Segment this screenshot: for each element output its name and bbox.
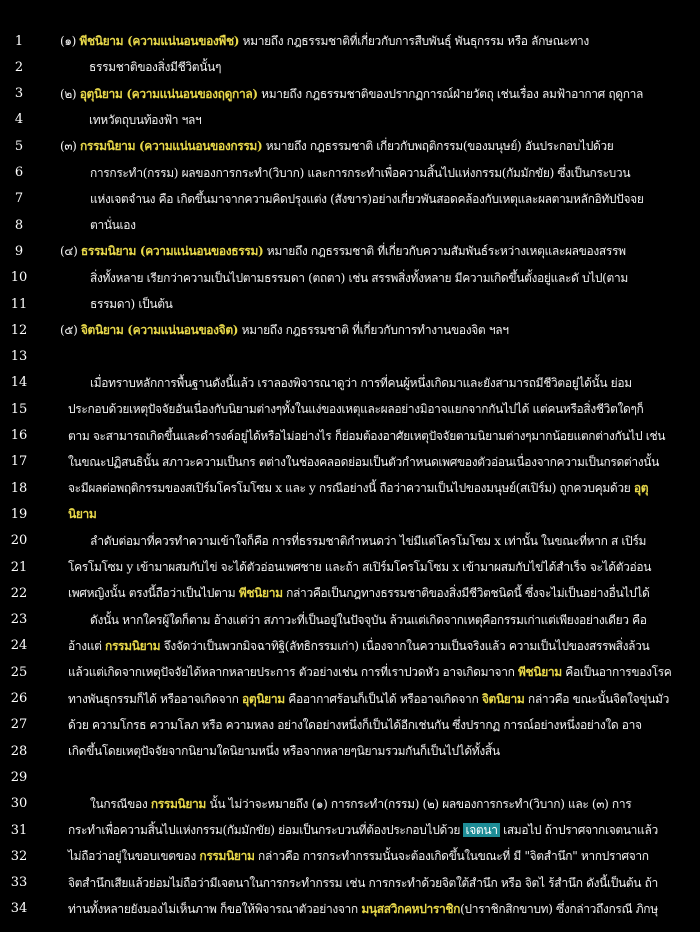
highlighted-term: อุตุ <box>633 481 649 496</box>
highlighted-term: กรรมนิยาม <box>150 796 206 811</box>
text-run: (๒) <box>60 86 80 101</box>
text-line <box>0 659 700 685</box>
text-run: (ปาราชิกสิกขาบท) ซึ่งกล่าวถึงกรณี ภิกษุ <box>460 901 658 916</box>
text-run: การกระทำ(กรรม) ผลของการกระทำ(วิบาก) และการกระทำเพื่อความสิ้นไปแห่งกรรม(กัมมักขัย) ซึ่งเป็นกระบวน <box>90 165 631 180</box>
text-run: เทหวัตถุบนท้องฟ้า ฯลฯ <box>89 112 202 127</box>
text-line <box>0 633 700 659</box>
highlighted-term: กรรมนิยาม <box>199 849 255 864</box>
line-number: 33 <box>10 875 28 891</box>
line-text <box>68 396 660 422</box>
line-text <box>68 738 660 764</box>
highlighted-term: พีชนิยาม <box>238 586 283 601</box>
line-text <box>60 133 660 159</box>
text-line <box>0 554 700 580</box>
line-number: 6 <box>14 165 24 180</box>
line-text <box>68 870 660 896</box>
text-line <box>0 396 700 422</box>
line-number: 10 <box>10 270 28 286</box>
line-text <box>68 475 660 501</box>
text-run: กล่าวคือ ขณะนั้นจิตใจขุ่นมัว <box>524 691 670 706</box>
line-text <box>68 686 670 712</box>
line-text <box>68 501 660 527</box>
text-line <box>0 212 700 238</box>
text-run: ท่านทั้งหลายยังมองไม่เห็นภาพ ก็ขอให้พิจารณาตัวอย่างจาก <box>68 901 362 916</box>
text-line <box>0 317 700 343</box>
text-run: อ้างแต่ <box>68 638 106 653</box>
line-text <box>68 896 660 922</box>
line-text <box>90 160 660 186</box>
text-line <box>0 370 700 396</box>
text-run: เกิดขึ้นโดยเหตุปัจจัยจากนิยามใดนิยามหนึ่ง หรือจากหลายๆนิยามรวมกันก็เป็นไปได้ทั้งสิ้น <box>68 744 500 759</box>
text-run: ทางพันธุกรรมก็ได้ หรืออาจเกิดจาก <box>68 691 243 706</box>
text-run: (๓) <box>60 139 80 154</box>
line-text <box>60 238 660 264</box>
line-number: 20 <box>10 533 28 549</box>
text-run: ประกอบด้วยเหตุปัจจัยอันเนื่องกับนิยามต่างๆทั้งในแง่ของเหตุและผลอย่างมิอาจแยกจากกันไปได้ แต่คนหรือสิ่งชีวิตใดๆก็ <box>68 402 644 417</box>
line-text <box>68 817 660 843</box>
line-text <box>60 81 660 107</box>
text-line <box>0 791 700 817</box>
text-run: เสมอไป ถ้าปราศจากเจตนาแล้ว <box>499 823 658 837</box>
text-run: กล่าวคือ การกระทำกรรมนั้นจะต้องเกิดขึ้นในขณะที่ มี "จิตสำนึก" หากปราศจาก <box>254 849 649 864</box>
text-line <box>0 896 700 922</box>
line-text <box>90 607 660 633</box>
line-text <box>60 317 660 343</box>
line-text <box>68 712 660 738</box>
line-text <box>68 449 660 475</box>
highlighted-term: กรรมนิยาม (ความแน่นอนของกรรม) <box>79 139 263 154</box>
text-line <box>0 107 700 133</box>
line-number: 19 <box>10 506 28 522</box>
text-run: (๑) <box>60 34 80 48</box>
text-line <box>0 475 700 501</box>
line-number: 4 <box>14 112 24 128</box>
text-line <box>0 764 700 790</box>
line-text <box>90 791 660 817</box>
text-line <box>0 423 700 449</box>
highlighted-term: นิยาม <box>68 507 97 522</box>
line-number: 34 <box>10 901 28 917</box>
line-text <box>90 370 660 396</box>
text-run: (๕) <box>60 323 81 338</box>
text-line <box>0 28 700 54</box>
line-number: 26 <box>10 691 28 706</box>
text-run: ไม่ถือว่าอยู่ในขอบเขตของ <box>68 849 200 864</box>
text-line <box>0 843 700 869</box>
text-run: ลำดับต่อมาที่ควรทำความเข้าใจก็คือ การที่ธรรมชาติกำหนดว่า ไข่มีแต่โครโมโซม x เท่านั้น ในขณะที่หาก ส เปิร์ม <box>90 533 647 548</box>
line-number: 1 <box>14 33 24 49</box>
line-number: 24 <box>10 638 28 654</box>
line-number: 17 <box>10 454 28 470</box>
text-run: ธรรมชาติของสิ่งมีชีวิตนั้นๆ <box>89 60 222 75</box>
text-line <box>0 81 700 107</box>
line-number: 15 <box>10 401 28 417</box>
highlighted-term: ธรรมนิยาม (ความแน่นอนของธรรม) <box>80 244 264 259</box>
text-line <box>0 186 700 212</box>
text-run: เมื่อทราบหลักการพื้นฐานดังนี้แล้ว เราลองพิจารณาดูว่า การที่คนผู้หนึ่งเกิดมาและยังสามารถมีชีวิตอยู่ได้นั้น ย่อม <box>90 375 632 390</box>
line-text <box>68 423 666 449</box>
selected-word[interactable]: เจตนา <box>465 823 498 837</box>
text-run: หมายถึง กฎธรรมชาติของปรากฏการณ์ฝ่ายวัตถุ เช่นเรื่อง ลมฟ้าอากาศ ฤดูกาล <box>257 86 644 101</box>
text-line <box>0 870 700 896</box>
text-run: คือเป็นอาการของโรค <box>561 665 672 680</box>
text-run: ธรรมดา) เป็นต้น <box>90 297 173 311</box>
text-run: จะมีผลต่อพฤติกรรมของสเปิร์มโครโมโซม x และ y กรณีอย่างนี้ ถือว่าความเป็นไปของมนุษย์(สเปิร์ม) ถูกควบคุมด้วย <box>68 481 634 496</box>
text-run: ในกรณีของ <box>90 796 151 811</box>
text-run: จึงจัดว่าเป็นพวกมิจฉาทิฐิ(ลัทธิกรรมเก่า) เนื่องจากในความเป็นจริงแล้ว ความเป็นไปของสรรพสิ่งล้วน <box>160 638 650 653</box>
line-number: 13 <box>10 349 28 365</box>
text-run: คืออากาศร้อนก็เป็นได้ หรืออาจเกิดจาก <box>284 691 482 706</box>
text-line <box>0 291 700 317</box>
text-run: จิตสำนึกเสียแล้วย่อมไม่ถือว่ามีเจตนาในการกระทำกรรม เช่น การกระทำด้วยจิตใต้สำนึก หรือ จิตไ ร้สำนึก ดังนี้เป็นต้น ถ้า <box>68 875 658 890</box>
text-line <box>0 580 700 606</box>
text-line <box>0 738 700 764</box>
highlighted-term: มนุสสวิกคหปาราชิก <box>361 901 461 916</box>
line-number: 28 <box>10 743 28 759</box>
highlighted-term: กรรมนิยาม <box>105 638 161 653</box>
text-line <box>0 238 700 264</box>
line-number: 5 <box>14 138 24 154</box>
line-text <box>90 291 660 317</box>
line-number: 29 <box>10 769 28 785</box>
line-number: 25 <box>10 664 28 680</box>
line-text <box>68 843 660 869</box>
text-line <box>0 449 700 475</box>
line-text <box>68 659 672 685</box>
line-number: 7 <box>14 191 24 207</box>
highlighted-term: อุตุนิยาม <box>242 691 285 706</box>
text-run: ในขณะปฏิสนธินั้น สภาวะความเป็นกร ตต่างในช่องคลอดย่อมเป็นตัวกำหนดเพศของตัวอ่อนเนื่องจากความเป็นกรดต่างนั้น <box>68 454 659 469</box>
text-line <box>0 265 700 291</box>
line-number: 16 <box>10 428 28 443</box>
text-run: โครโมโซม y เข้ามาผสมกับไข่ จะได้ตัวอ่อนเพศชาย และถ้า สเปิร์มโครโมโซม x เข้ามาผสมกับไข่ได้สำเร็จ จะได้ตัวอ่อน <box>68 560 652 574</box>
text-line <box>0 817 700 843</box>
text-line <box>0 160 700 186</box>
line-number: 12 <box>10 322 28 338</box>
line-number: 22 <box>10 585 28 601</box>
highlighted-term: อุตุนิยาม (ความแน่นอนของฤดูกาล) <box>79 86 258 101</box>
text-line <box>0 133 700 159</box>
line-number: 32 <box>10 848 28 864</box>
highlighted-term: พีชนิยาม <box>518 665 562 680</box>
highlighted-term: พีชนิยาม (ความแน่นอนของพืช) <box>79 34 240 48</box>
line-number: 21 <box>10 559 28 575</box>
text-run: แล้วแต่เกิดจากเหตุปัจจัยได้หลากหลายประการ ตัวอย่างเช่น การที่เราปวดหัว อาจเกิดมาจาก <box>68 665 518 680</box>
line-number: 18 <box>10 480 28 496</box>
text-run: หมายถึง กฎธรรมชาติที่เกี่ยวกับการสืบพันธุ์ พันธุกรรม หรือ ลักษณะทาง <box>239 34 589 48</box>
line-number: 27 <box>10 717 28 733</box>
text-run: กล่าวคือเป็นกฎทางธรรมชาติของสิ่งมีชีวิตชนิดนี้ ซึ่งจะไม่เป็นอย่างอื่นไปได้ <box>282 586 650 601</box>
line-number: 8 <box>14 217 24 233</box>
text-line <box>0 54 700 80</box>
line-text <box>90 265 660 291</box>
text-run: หมายถึง กฎธรรมชาติ ที่เกี่ยวกับการทำงานของจิต ฯลฯ <box>238 323 509 338</box>
line-text <box>60 28 660 54</box>
text-run: นั้น ไม่ว่าจะหมายถึง (๑) การกระทำ(กรรม) (๒) ผลของการกระทำ(วิบาก) และ (๓) การ <box>206 796 632 811</box>
highlighted-term: จิตนิยาม <box>481 691 525 706</box>
line-number: 2 <box>14 59 24 75</box>
line-text <box>68 554 660 580</box>
line-number: 9 <box>14 243 24 259</box>
text-run: หมายถึง กฎธรรมชาติ เกี่ยวกับพฤติกรรม(ของมนุษย์) อันประกอบไปด้วย <box>262 139 614 154</box>
text-run: (๔) <box>60 244 81 259</box>
text-line <box>0 528 700 554</box>
text-run: แห่งเจตจำนง คือ เกิดขึ้นมาจากความคิดปรุงแต่ง (สังขาร)อย่างเกี่ยวพันสอดคล้องกับเหตุและผลตามหลักอิทัปปัจจย <box>90 191 644 206</box>
text-run: ด้วย ความโกรธ ความโลภ หรือ ความหลง อย่างใดอย่างหนึ่งก็เป็นได้อีกเช่นกัน ซึ่งปรากฏ การณ์อย่างหนึ่งอย่างใด อาจ <box>68 717 642 732</box>
line-text <box>90 528 660 554</box>
line-text <box>89 107 660 133</box>
text-run: ตานั่นเอง <box>90 218 136 233</box>
text-run: หมายถึง กฎธรรมชาติ ที่เกี่ยวกับความสัมพันธ์ระหว่างเหตุและผลของสรรพ <box>263 244 626 259</box>
text-run: เพศหญิงนั้น ตรงนี้ถือว่าเป็นไปตาม <box>68 586 239 601</box>
text-run: ดังนั้น หากใครผู้ใดก็ตาม อ้างแต่ว่า สภาวะที่เป็นอยู่ในปัจจุบัน ล้วนแต่เกิดจากเหตุคือกรรมเก่าแต่เพียงอย่างเดียว คือ <box>90 612 647 627</box>
text-line <box>0 501 700 527</box>
text-line <box>0 686 700 712</box>
line-text <box>90 212 660 238</box>
text-line <box>0 712 700 738</box>
text-run: กระทำเพื่อความสิ้นไปแห่งกรรม(กัมมักขัย) ย่อมเป็นกระบวนที่ต้องประกอบไปด้วย <box>68 823 464 837</box>
line-text <box>68 580 660 606</box>
line-text <box>89 54 660 80</box>
line-number: 31 <box>10 822 28 838</box>
line-number: 3 <box>14 86 24 102</box>
highlighted-term: จิตนิยาม (ความแน่นอนของจิต) <box>80 323 239 338</box>
text-run: สิ่งทั้งหลาย เรียกว่าความเป็นไปตามธรรมดา (ตถตา) เช่น สรรพสิ่งทั้งหลาย มีความเกิดขึ้นตั้งอยู่และดั บไป(ตาม <box>90 270 628 285</box>
text-line <box>0 344 700 370</box>
line-number: 30 <box>10 796 28 812</box>
line-number: 23 <box>10 612 28 628</box>
line-text <box>68 633 660 659</box>
line-number: 14 <box>10 375 28 391</box>
text-line <box>0 607 700 633</box>
line-number: 11 <box>10 296 28 312</box>
line-text <box>90 186 660 212</box>
text-run: ตาม จะสามารถเกิดขึ้นและดำรงค์อยู่ได้หรือไม่อย่างไร ก็ย่อมต้องอาศัยเหตุปัจจัยตามนิยามต่างๆมากน้อยแตกต่างกันไป เช่น <box>68 428 666 443</box>
